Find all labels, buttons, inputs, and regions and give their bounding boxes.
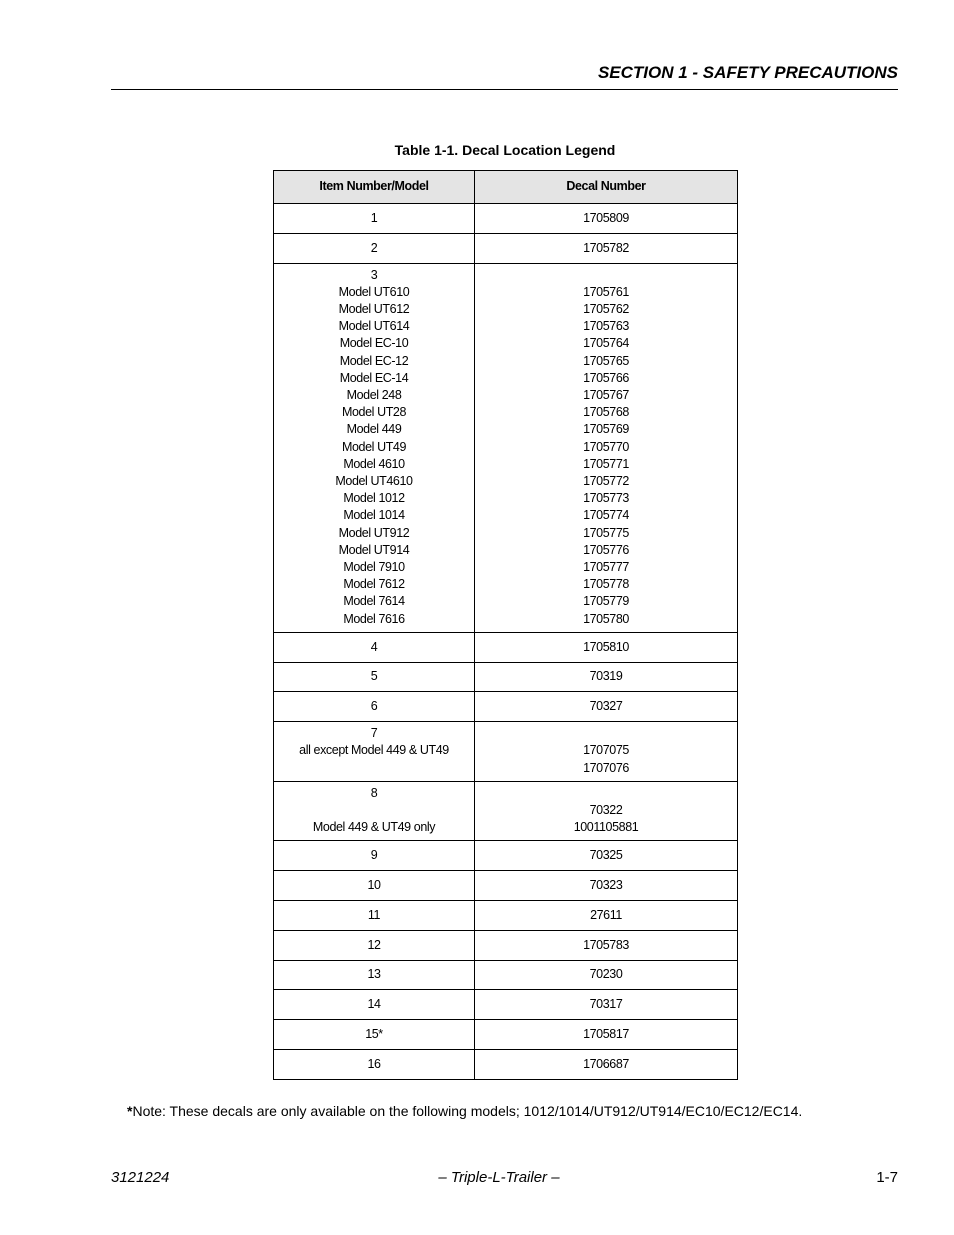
decal-number: 1705772 — [583, 474, 629, 489]
item-line: Model EC-14 — [339, 370, 409, 385]
item-cell — [274, 990, 475, 1020]
decal-number: 1705765 — [583, 353, 629, 368]
item-line: Model UT28 — [341, 405, 407, 420]
decal-number — [475, 785, 737, 802]
footer-page-number: 1-7 — [876, 1169, 898, 1186]
item-cell — [274, 662, 475, 692]
table-row — [274, 692, 738, 722]
item-line: 3 — [370, 267, 378, 282]
decal-number: 1705783 — [583, 937, 629, 952]
decal-number: 1001105881 — [573, 820, 639, 835]
decal-number: 1707076 — [583, 760, 629, 775]
item-cell — [274, 1020, 475, 1050]
item-line: Model EC-10 — [339, 336, 409, 351]
decal-number: 1705777 — [583, 560, 629, 575]
footer-title: – Triple-L-Trailer – — [438, 1169, 560, 1186]
table-header-row — [274, 171, 738, 204]
item-cell — [274, 841, 475, 871]
decal-cell — [475, 722, 738, 782]
item-line: 1 — [370, 210, 378, 225]
item-line: Model 449 — [346, 422, 402, 437]
item-line: Model 7612 — [343, 577, 405, 592]
decal-cell — [475, 233, 738, 263]
item-cell — [274, 263, 475, 632]
decal-number: 1705761 — [583, 284, 629, 299]
table-row — [274, 841, 738, 871]
decal-number: 1705774 — [583, 508, 629, 523]
item-line: 12 — [367, 937, 381, 952]
item-cell — [274, 204, 475, 234]
item-line: 11 — [367, 907, 381, 922]
decal-cell — [475, 1020, 738, 1050]
table-row — [274, 930, 738, 960]
decal-number: 1705809 — [583, 210, 629, 225]
item-line: Model 7910 — [343, 560, 405, 575]
item-line: Model 7616 — [343, 611, 405, 626]
column-header-item: Item Number/Model — [274, 171, 475, 204]
decal-cell — [475, 692, 738, 722]
table-caption: Table 1-1. Decal Location Legend — [394, 142, 616, 158]
decal-number: 1705766 — [583, 370, 629, 385]
decal-cell — [475, 204, 738, 234]
item-line: Model UT610 — [338, 284, 410, 299]
item-line: Model 4610 — [343, 456, 405, 471]
decal-cell — [475, 263, 738, 632]
item-cell — [274, 930, 475, 960]
decal-cell — [475, 901, 738, 931]
decal-number: 1705769 — [583, 422, 629, 437]
footnote-text: Note: These decals are only available on the following models; 1012/1014/UT912/UT914/EC10/EC12/EC14. — [132, 1103, 803, 1119]
item-line: 5 — [370, 669, 378, 684]
item-line: 10 — [367, 878, 381, 893]
item-line: Model UT612 — [338, 302, 410, 316]
decal-number: 1705775 — [583, 525, 629, 540]
item-cell — [274, 722, 475, 782]
table-row — [274, 990, 738, 1020]
item-line: Model 1014 — [343, 508, 405, 523]
item-cell — [274, 901, 475, 931]
decal-number: 1705817 — [583, 1027, 629, 1042]
table-body — [274, 204, 738, 1080]
item-cell — [274, 781, 475, 841]
table-row — [274, 871, 738, 901]
decal-number: 70230 — [589, 967, 623, 982]
item-line: 7 — [370, 726, 378, 741]
item-line: 2 — [370, 240, 378, 255]
item-line: Model UT4610 — [335, 474, 413, 489]
table-row — [274, 781, 738, 841]
table-row — [274, 233, 738, 263]
decal-number: 1707075 — [583, 743, 629, 758]
item-line: Model 449 & UT49 only — [312, 820, 436, 835]
table-row — [274, 204, 738, 234]
decal-number — [475, 725, 737, 742]
decal-number: 70325 — [589, 848, 623, 863]
decal-number: 1705763 — [583, 319, 629, 334]
item-line: Model UT614 — [338, 319, 410, 334]
decal-number: 1705779 — [583, 594, 629, 609]
decal-number: 1706687 — [583, 1056, 629, 1071]
decal-location-legend-table — [273, 170, 738, 1080]
item-line: 6 — [370, 699, 378, 714]
decal-cell — [475, 960, 738, 990]
header-rule — [111, 89, 898, 90]
item-line: 13 — [367, 967, 381, 982]
decal-cell — [475, 1050, 738, 1080]
item-line: 4 — [370, 639, 378, 654]
table-row — [274, 901, 738, 931]
item-line: Model UT914 — [338, 542, 410, 557]
table-row — [274, 960, 738, 990]
decal-number: 1705776 — [583, 542, 629, 557]
decal-number: 70323 — [589, 878, 623, 893]
table-row — [274, 1020, 738, 1050]
item-line: Model 1012 — [343, 491, 405, 506]
item-line: Model UT49 — [341, 439, 407, 454]
table-row — [274, 1050, 738, 1080]
footnote — [127, 1103, 802, 1119]
table-row — [274, 632, 738, 662]
decal-cell — [475, 871, 738, 901]
decal-number: 1705768 — [583, 405, 629, 420]
decal-number — [475, 267, 737, 284]
item-line: 15* — [365, 1027, 383, 1042]
column-header-decal: Decal Number — [475, 171, 738, 204]
decal-number: 1705767 — [583, 388, 629, 402]
footer-doc-number: 3121224 — [111, 1169, 170, 1186]
decal-number: 70327 — [589, 699, 623, 714]
decal-number: 1705762 — [583, 301, 629, 316]
decal-cell — [475, 781, 738, 841]
decal-number: 70317 — [589, 997, 623, 1012]
decal-number: 1705782 — [583, 240, 629, 255]
decal-number: 1705771 — [583, 456, 629, 471]
item-line: 8 — [370, 785, 378, 800]
footnote-marker: * — [127, 1103, 133, 1119]
table-row — [274, 722, 738, 782]
item-line — [274, 802, 474, 819]
item-line: 14 — [367, 997, 381, 1012]
item-cell — [274, 632, 475, 662]
item-line: 9 — [370, 848, 378, 863]
item-cell — [274, 960, 475, 990]
decal-number: 1705780 — [583, 611, 629, 626]
item-line: Model UT912 — [338, 525, 410, 540]
decal-number: 70319 — [589, 669, 623, 684]
item-line: 16 — [367, 1056, 381, 1071]
item-cell — [274, 233, 475, 263]
item-line: Model 248 — [346, 388, 402, 403]
decal-number: 1705778 — [583, 577, 629, 592]
decal-number: 70322 — [589, 803, 623, 818]
decal-number: 1705773 — [583, 491, 629, 506]
item-line — [274, 760, 474, 777]
decal-number: 1705764 — [583, 336, 629, 351]
decal-cell — [475, 990, 738, 1020]
item-line: all except Model 449 & UT49 — [299, 743, 449, 758]
decal-number: 1705770 — [583, 439, 629, 454]
decal-number: 27611 — [590, 907, 622, 922]
item-cell — [274, 692, 475, 722]
item-cell — [274, 871, 475, 901]
item-cell — [274, 1050, 475, 1080]
decal-cell — [475, 841, 738, 871]
decal-cell — [475, 930, 738, 960]
table-row — [274, 662, 738, 692]
decal-cell — [475, 632, 738, 662]
section-title: SECTION 1 - SAFETY PRECAUTIONS — [597, 63, 898, 82]
item-line: Model 7614 — [343, 594, 405, 609]
item-line: Model EC-12 — [339, 353, 409, 368]
decal-number: 1705810 — [583, 639, 629, 654]
table-row — [274, 263, 738, 632]
decal-cell — [475, 662, 738, 692]
